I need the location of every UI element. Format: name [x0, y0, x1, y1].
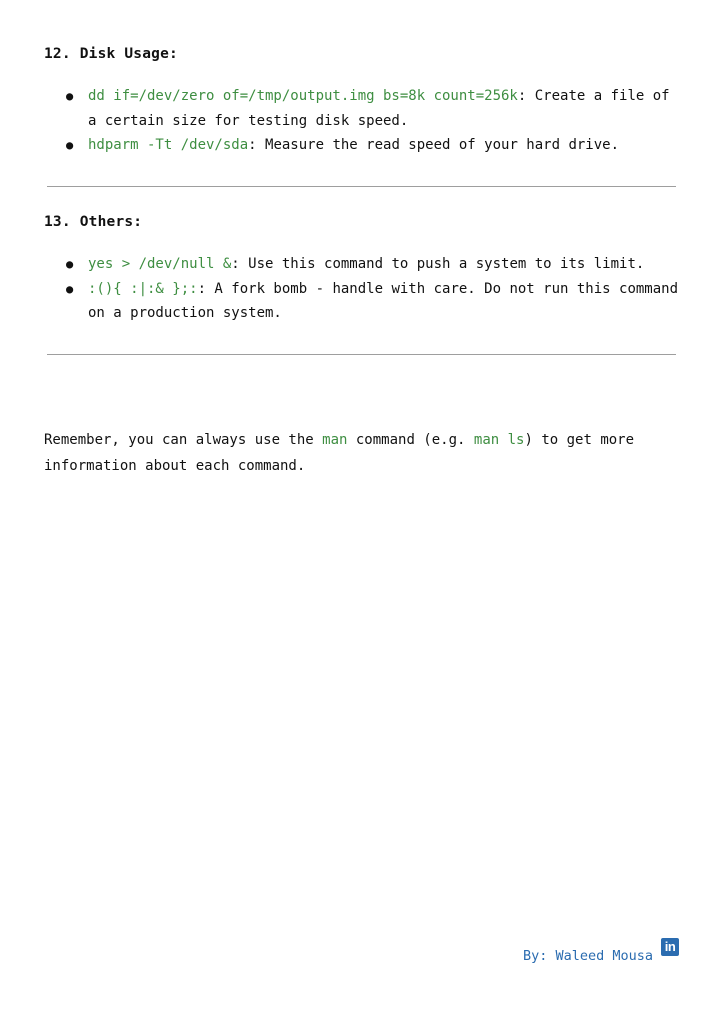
section-divider	[47, 186, 676, 187]
bullet-icon: ●	[66, 281, 74, 296]
bullet-icon: ●	[66, 257, 74, 271]
closing-note	[44, 428, 694, 479]
bullet-icon: ●	[66, 138, 74, 152]
section-divider	[47, 354, 676, 355]
section-heading-others: 13. Others:	[44, 214, 143, 230]
inline-code-man: man	[322, 432, 348, 448]
footer-byline	[523, 938, 679, 962]
command-code: dd if=/dev/zero of=/tmp/output.img bs=8k count=256k	[88, 88, 518, 104]
command-code: :(){ :|:& };:	[88, 280, 198, 297]
bullet-icon: ●	[66, 89, 74, 103]
command-code: hdparm -Tt /dev/sda	[88, 137, 249, 153]
inline-code-man-ls: man ls	[473, 432, 525, 448]
command-code: yes > /dev/null &	[88, 256, 232, 272]
list-item	[44, 133, 684, 158]
command-description: : Use this command to push a system to its limit.	[231, 256, 645, 272]
list-item	[44, 277, 684, 326]
closing-text: command (e.g.	[347, 432, 474, 448]
closing-text: Remember, you can always use the	[44, 432, 323, 448]
linkedin-icon[interactable]: in	[661, 938, 679, 956]
list-item	[44, 252, 684, 277]
closing-text: ) to get more information about each command.	[44, 432, 635, 474]
command-description: : A fork bomb - handle with care. Do not run this command on a production system.	[88, 280, 679, 321]
disk-usage-list	[44, 84, 684, 158]
list-item	[44, 84, 684, 133]
author-byline: By: Waleed Mousa	[522, 948, 653, 964]
others-list	[44, 252, 684, 326]
command-description: : Create a file of a certain size for testing disk speed.	[88, 88, 670, 129]
command-description: : Measure the read speed of your hard drive.	[248, 137, 620, 153]
section-heading-disk-usage: 12. Disk Usage:	[44, 46, 178, 62]
